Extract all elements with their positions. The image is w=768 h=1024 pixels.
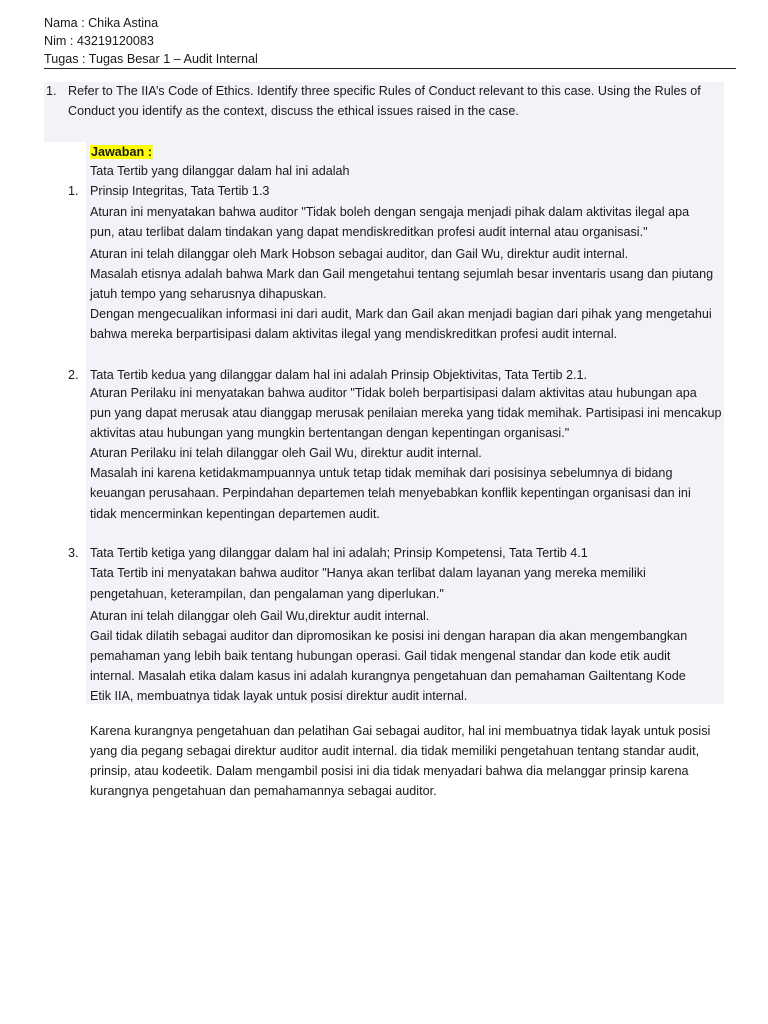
item-2-line: Aturan Perilaku ini menyatakan bahwa auditor "Tidak boleh berpartisipasi dalam aktivitas atau hubungan apa xyxy=(90,386,697,400)
item-2-line: pun yang dapat merusak atau dianggap merusak penilaian mereka yang tidak memihak. Partisipasi ini mencakup xyxy=(90,406,722,420)
item-1-line: bahwa mereka berpartisipasi dalam aktivitas ilegal yang mendiskreditkan profesi audit internal. xyxy=(90,327,618,341)
item-1-line: Aturan ini menyatakan bahwa auditor "Tidak boleh dengan sengaja menjadi pihak dalam aktivitas ilegal apa xyxy=(90,205,690,219)
student-nim: Nim : 43219120083 xyxy=(44,34,154,48)
question-line: Refer to The IIA’s Code of Ethics. Identify three specific Rules of Conduct relevant to this case. Using the Rules of xyxy=(68,84,701,98)
conclusion-line: prinsip, atau kodeetik. Dalam mengambil posisi ini dia tidak menyadari bahwa dia melanggar prinsip karena xyxy=(90,764,689,778)
item-1-line: pun, atau terlibat dalam tindakan yang dapat mendiskreditkan profesi audit internal atau organisasi." xyxy=(90,225,648,239)
item-1-line: Aturan ini telah dilanggar oleh Mark Hobson sebagai auditor, dan Gail Wu, direktur audit internal. xyxy=(90,247,629,261)
question-line: Conduct you identify as the context, discuss the ethical issues raised in the case. xyxy=(68,104,519,118)
item-1-line: jatuh tempo yang seharusnya dihapuskan. xyxy=(90,287,327,301)
item-2-line: aktivitas atau hubungan yang mungkin bertentangan dengan kepentingan organisasi." xyxy=(90,426,570,440)
header-divider xyxy=(44,68,736,69)
student-name: Nama : Chika Astina xyxy=(44,16,159,30)
item-3-line: Aturan ini telah dilanggar oleh Gail Wu,direktur audit internal. xyxy=(90,609,430,623)
item-3-line: Tata Tertib ketiga yang dilanggar dalam hal ini adalah; Prinsip Kompetensi, Tata Tertib 4.1 xyxy=(90,546,588,560)
item-3-line: Gail tidak dilatih sebagai auditor dan dipromosikan ke posisi ini dengan harapan dia akan mengembangkan xyxy=(90,629,688,643)
assignment-title: Tugas : Tugas Besar 1 – Audit Internal xyxy=(44,52,258,66)
answer-label xyxy=(90,143,153,161)
item-2-line: tidak mencerminkan kepentingan departemen audit. xyxy=(90,507,380,521)
item-3-line: pemahaman yang lebih baik tentang hubungan operasi. Gail tidak mengenal standar dan kode etik audit xyxy=(90,649,671,663)
item-3-line: Tata Tertib ini menyatakan bahwa auditor "Hanya akan terlibat dalam layanan yang mereka memiliki xyxy=(90,566,646,580)
item-3-line: pengetahuan, keterampilan, dan pengalaman yang diperlukan." xyxy=(90,587,444,601)
item-1-line: Dengan mengecualikan informasi ini dari audit, Mark dan Gail akan menjadi bagian dari pihak yang mengetahui xyxy=(90,307,712,321)
item-2-line: Tata Tertib kedua yang dilanggar dalam hal ini adalah Prinsip Objektivitas, Tata Tertib 2.1. xyxy=(90,368,588,382)
conclusion-line: yang dia pegang sebagai direktur auditor audit internal. dia tidak memiliki pengetahuan tentang standar audit, xyxy=(90,744,700,758)
item-2-line: Masalah ini karena ketidakmampuannya untuk tetap tidak memihak dari posisinya sebelumnya di bidang xyxy=(90,466,673,480)
answer-label-highlight: Jawaban : xyxy=(91,145,152,159)
item-1-line: Masalah etisnya adalah bahwa Mark dan Gail mengetahui tentang sejumlah besar inventaris usang dan piutang xyxy=(90,267,714,281)
item-number: 3. xyxy=(68,546,79,560)
question-number: 1. xyxy=(46,84,57,98)
item-2-line: Aturan Perilaku ini telah dilanggar oleh Gail Wu, direktur audit internal. xyxy=(90,446,482,460)
conclusion-line: Karena kurangnya pengetahuan dan pelatihan Gai sebagai auditor, hal ini membuatnya tidak layak untuk posisi xyxy=(90,724,711,738)
item-3-line: Etik IIA, membuatnya tidak layak untuk posisi direktur audit internal. xyxy=(90,689,468,703)
item-number: 1. xyxy=(68,184,79,198)
item-1-line: Prinsip Integritas, Tata Tertib 1.3 xyxy=(90,184,270,198)
item-3-line: internal. Masalah etika dalam kasus ini adalah kurangnya pengetahuan dan pemahaman Gailtentang Kode xyxy=(90,669,686,683)
item-2-line: keuangan perusahaan. Perpindahan departemen telah menyebabkan konflik kepentingan organisasi dan ini xyxy=(90,486,691,500)
conclusion-line: kurangnya pengetahuan dan pemahamannya sebagai auditor. xyxy=(90,784,437,798)
answer-intro: Tata Tertib yang dilanggar dalam hal ini adalah xyxy=(90,164,350,178)
item-number: 2. xyxy=(68,368,79,382)
